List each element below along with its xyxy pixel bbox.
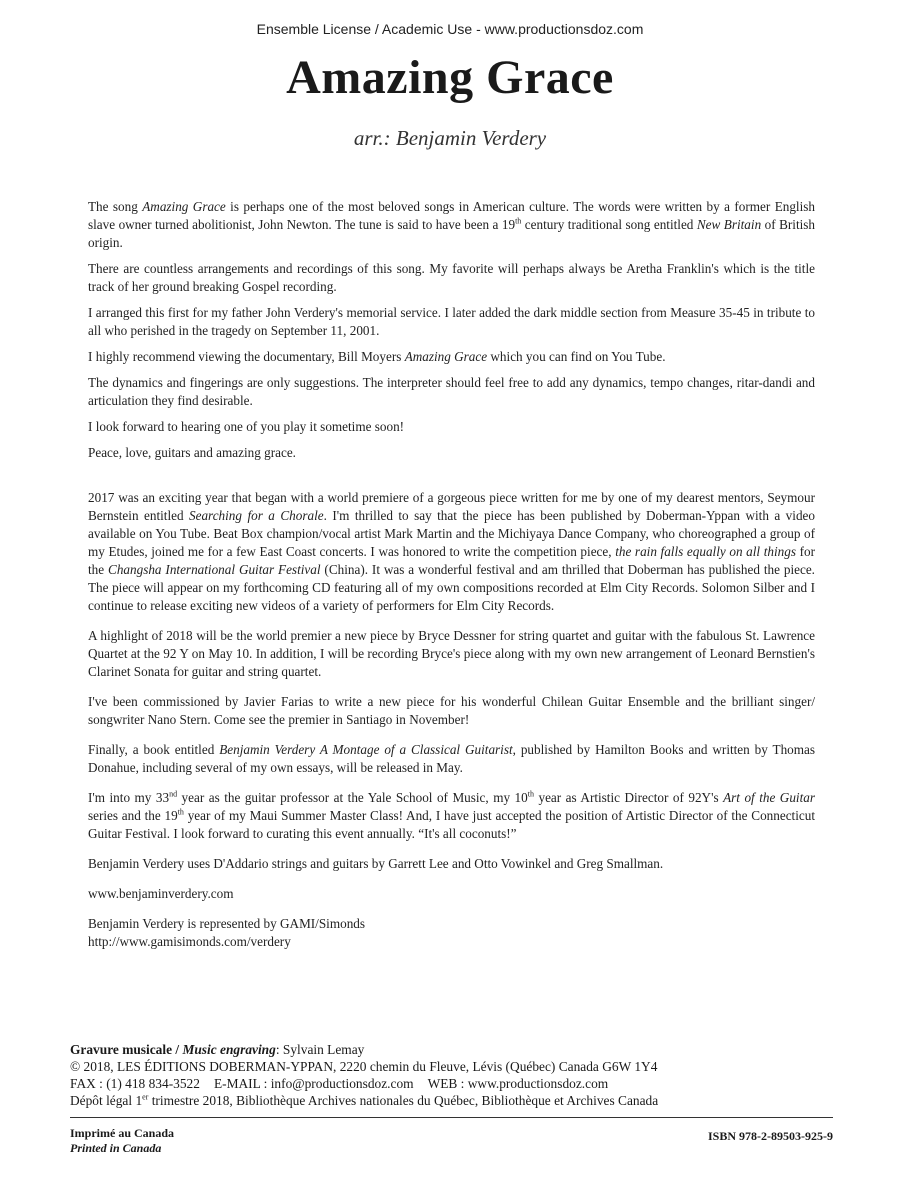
email-link[interactable]: E-MAIL : info@productionsdoz.com <box>213 1076 414 1091</box>
bio-paragraph: Benjamin Verdery uses D'Addario strings and guitars by Garrett Lee and Otto Vowinkel and Greg Smallman. <box>88 856 664 871</box>
publisher-credits <box>70 1041 830 1109</box>
footer-divider <box>70 1117 833 1118</box>
bio-paragraph: 2017 was an exciting year that began with a world premiere of a gorgeous piece written for me by one of my dearest mentors, Seymour Bernstein entitled Searching for a Chorale. I'm thrilled to say that the piece has been published by Doberman-Yppan with a video available on You Tube. Beat Box champion/vocal artist Mark Martin and the Michiyaya Dance Company, who choreographed a group of my Etudes, joined me for a few East Coast concerts. I was honored to write the competition piece, the rain falls equally on all things for the Changsha International Guitar Festival (China). It was a wonderful festival and am thrilled that Doberman has published the piece. The piece will appear on my forthcoming CD featuring all of my own compositions recorded at Elm City Records. Solomon Silber and I continue to release exciting new videos of a variety of performers for Elm City Records. <box>88 490 815 613</box>
page-title: Amazing Grace <box>286 51 614 104</box>
intro-paragraph: I arranged this first for my father John Verdery's memorial service. I later added the dark middle section from Measure 35-45 in tribute to all who perished in the tragedy on September 11, 2001. <box>88 305 815 338</box>
web-link[interactable]: WEB : www.productionsdoz.com <box>427 1076 609 1091</box>
copyright-line: © 2018, LES ÉDITIONS DOBERMAN-YPPAN, 2220 chemin du Fleuve, Lévis (Québec) Canada G6W 1Y4 <box>70 1059 658 1074</box>
bio-paragraph: I'm into my 33nd year as the guitar professor at the Yale School of Music, my 10th year as Artistic Director of 92Y's Art of the Guitar series and the 19th year of my Maui Summer Master Class! And, I have just accepted the position of Artistic Director of the Connecticut Guitar Festival. I look forward to curating this event annually. “It's all coconuts!” <box>88 789 815 841</box>
contact-line: FAX : (1) 418 834-3522 E-MAIL : info@productionsdoz.com WEB : www.productionsdoz.com <box>70 1076 609 1091</box>
intro-paragraph: I look forward to hearing one of you play it sometime soon! <box>88 419 405 434</box>
intro-paragraph: Peace, love, guitars and amazing grace. <box>88 445 296 460</box>
biography <box>88 489 815 963</box>
isbn: ISBN 978-2-89503-925-9 <box>708 1129 833 1143</box>
intro-paragraph: The dynamics and fingerings are only suggestions. The interpreter should feel free to add any dynamics, tempo changes, ritar-dandi and articulation they find desirable. <box>88 375 815 408</box>
arranger-credit: arr.: Benjamin Verdery <box>353 126 547 150</box>
engraving-credit: Gravure musicale / Music engraving: Sylvain Lemay <box>70 1042 365 1057</box>
agent-link[interactable]: http://www.gamisimonds.com/verdery <box>88 934 291 949</box>
website-link[interactable]: www.benjaminverdery.com <box>88 886 234 901</box>
license-header: Ensemble License / Academic Use - www.productionsdoz.com <box>256 21 644 37</box>
intro-paragraph: There are countless arrangements and recordings of this song. My favorite will perhaps always be Aretha Franklin's which is the title track of her ground breaking Gospel recording. <box>88 261 815 294</box>
bio-paragraph: Finally, a book entitled Benjamin Verdery A Montage of a Classical Guitarist, published by Hamilton Books and written by Thomas Donahue, including several of my own essays, will be released in May. <box>88 742 815 775</box>
intro-notes <box>88 198 815 470</box>
intro-paragraph: I highly recommend viewing the documentary, Bill Moyers Amazing Grace which you can find on You Tube. <box>88 349 666 364</box>
representation: Benjamin Verdery is represented by GAMI/Simonds http://www.gamisimonds.com/verdery <box>88 916 366 949</box>
bio-paragraph: I've been commissioned by Javier Farias to write a new piece for his wonderful Chilean Guitar Ensemble and the brilliant singer/ songwriter Nano Stern. Come see the premier in Santiago in November! <box>88 694 815 727</box>
intro-paragraph: The song Amazing Grace is perhaps one of the most beloved songs in American culture. The words were written by a former English slave owner turned abolitionist, John Newton. The tune is said to have been a 19th century traditional song entitled New Britain of British origin. <box>88 199 816 250</box>
legal-deposit: Dépôt légal 1er trimestre 2018, Bibliothèque Archives nationales du Québec, Bibliothèque et Archives Canada <box>70 1092 659 1108</box>
printed-in: Imprimé au Canada Printed in Canada <box>70 1126 175 1155</box>
bio-paragraph: A highlight of 2018 will be the world premier a new piece by Bryce Dessner for string quartet and guitar with the fabulous St. Lawrence Quartet at the 92 Y on May 10. In addition, I will be recording Bryce's piece along with my own new arrangement of Leonard Bernstien's Clarinet Sonata for guitar and string quartet. <box>88 628 815 679</box>
